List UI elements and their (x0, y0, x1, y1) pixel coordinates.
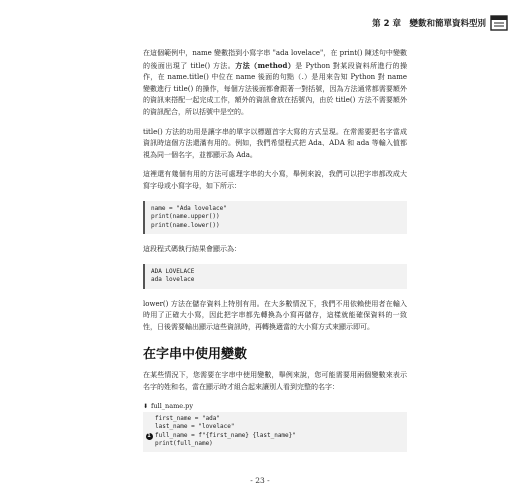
code-block-upper-lower: name = "Ada lovelace" print(name.upper()) print(name.lower()) (143, 201, 407, 235)
paragraph-case-methods: 這裡還有幾個有用的方法可處理字串的大小寫，舉例來說，我們可以把字串都改成大寫字母或小寫字母，如下所示： (143, 170, 407, 190)
chapter-title: 第 2 章 變數和簡單資料型別 (372, 19, 486, 29)
page-header (0, 14, 520, 36)
paragraph-output-intro: 這段程式碼執行結果會顯示為： (143, 245, 241, 254)
paragraph-title-method: title() 方法的功用是讓字串的單字以標題首字大寫的方式呈現。在常需要把名字當成資訊時這個方法還滿有用的。例如，我們希望程式把 Ada、ADA 和 ada 等輸入值都視為同一個名字，並都顯示為 Ada。 (143, 127, 407, 159)
page-content (143, 48, 407, 452)
code-block-output: ADA LOVELACE ada lovelace (143, 264, 407, 289)
code-line-text: last_name = "lovelace" (155, 423, 235, 431)
book-icon (490, 14, 508, 32)
code-line-text: first_name = "ada" (155, 414, 221, 422)
file-name: full_name.py (151, 401, 194, 410)
file-label (143, 402, 407, 411)
code-line (143, 432, 403, 441)
paragraph-text: 在這個範例中，name 變數指到小寫字串 "ada lovelace"，在 print() 陳述句中變數的後面出現了 title() 方法。 (143, 49, 407, 70)
code-line-text: full_name = f"{first_name} {last_name}" (155, 431, 296, 439)
arrow-down-icon: ⬇ (143, 402, 149, 410)
numbered-marker-icon: 1 (147, 432, 151, 439)
paragraph-method-intro (143, 48, 407, 119)
line-marker (143, 440, 155, 449)
term-method: 方法（method） (235, 60, 296, 70)
paragraph-lower-usage: lower() 方法在儲存資料上特別有用。在大多數情況下，我們不用依賴使用者在輸入時用了正確大小寫，因此把字串都先轉換為小寫再儲存，這樣就能確保資料的一致性，日後需要輸出顯示這些資訊時，再轉換適當的大小寫方式來顯示即可。 (143, 299, 407, 331)
code-line (143, 415, 403, 424)
paragraph-text: 是 Python 對某段資料所進行的操作，在 name.title() 中位在 name 後面的句點（.）是用來告知 Python 對 name 變數進行 title() 的操作，每個方法後面都會跟著一對括號，因為方法通常都需要額外的資訊來搭配一起完成工作，額外的資訊會放在括號內，由於 title() 方法不需要額外的資訊配合，所以括號中是空的。 (143, 61, 407, 116)
line-marker (143, 423, 155, 432)
line-marker (143, 432, 155, 441)
paragraph-variables-in-strings: 在某些情況下，您需要在字串中使用變數，舉例來說，您可能需要用兩個變數來表示名字的姓和名，當在顯示時才組合起來讓別人看到完整的名字： (143, 371, 407, 391)
code-line (143, 423, 403, 432)
code-block-full-name (143, 412, 407, 452)
line-marker (143, 415, 155, 424)
code-line (143, 440, 403, 449)
section-title: 在字串中使用變數 (143, 347, 248, 363)
page-number: - 23 - (250, 476, 270, 485)
code-line-text: print(full_name) (155, 440, 213, 448)
